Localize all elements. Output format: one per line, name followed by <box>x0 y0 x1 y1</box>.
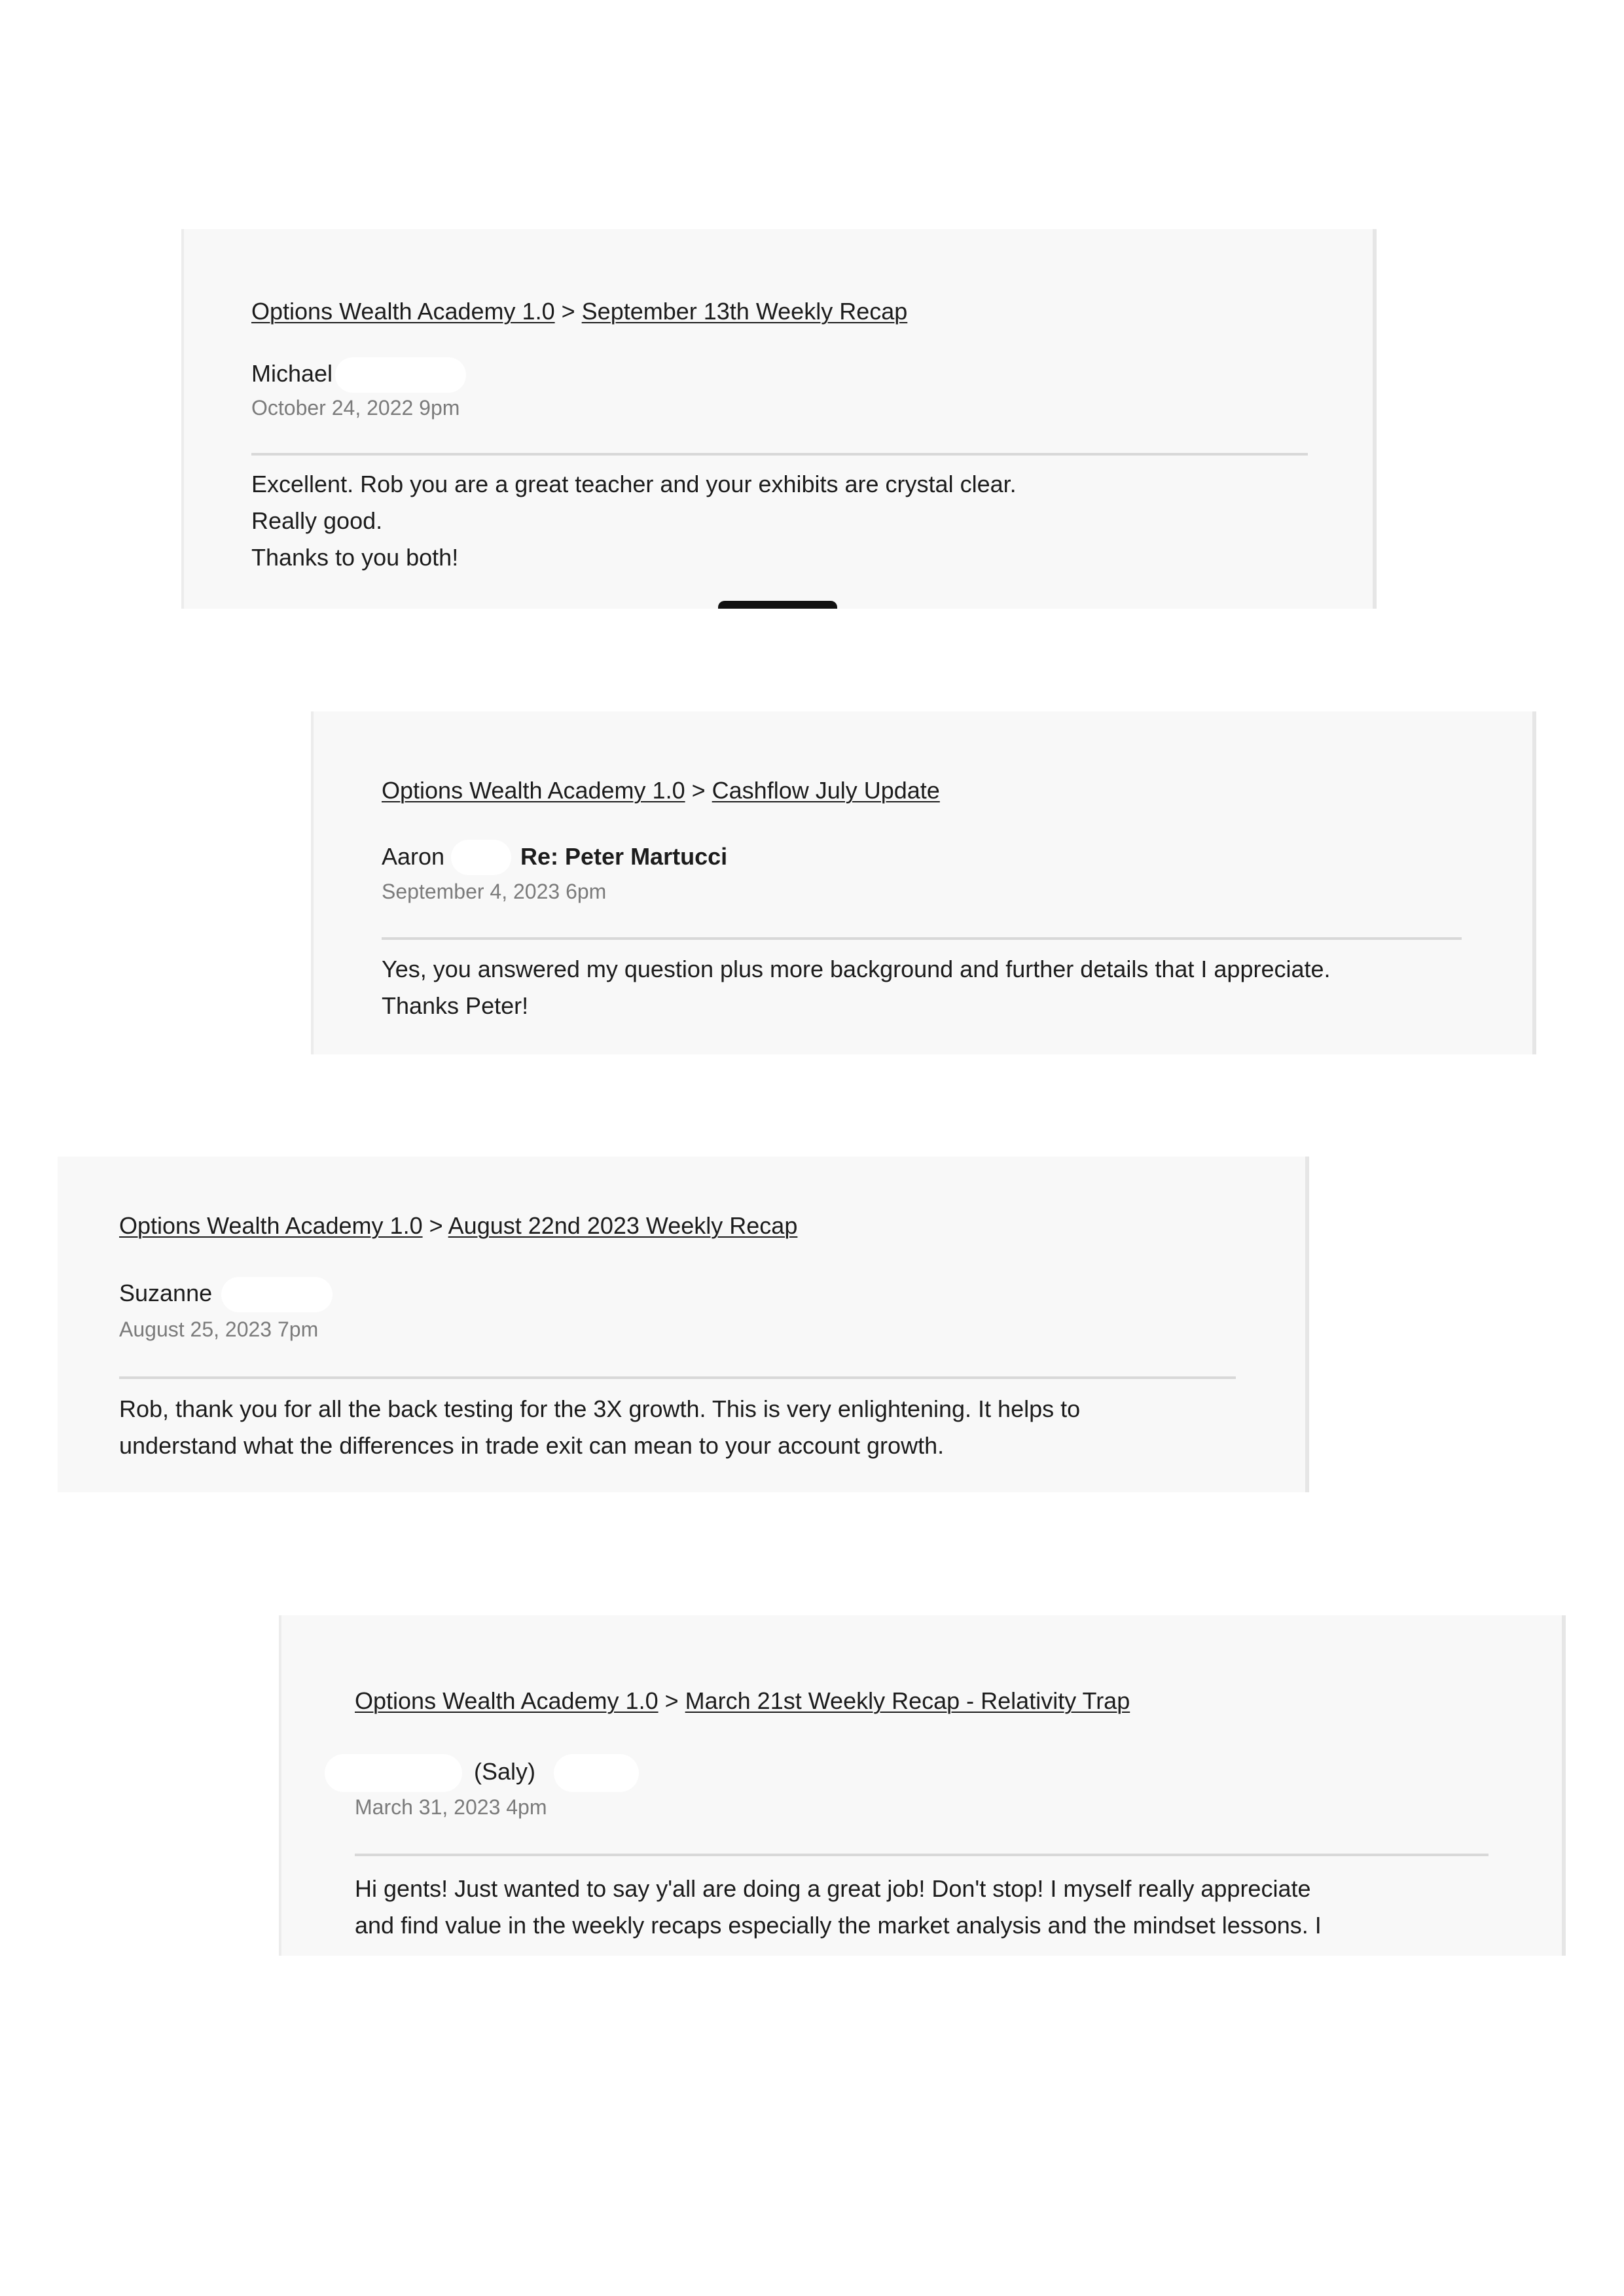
comment-body <box>119 1391 1080 1464</box>
comment-line: Thanks Peter! <box>382 992 529 1019</box>
redacted-name <box>325 1754 462 1792</box>
lesson-link[interactable]: March 21st Weekly Recap - Relativity Trap <box>685 1687 1130 1714</box>
comment-date: August 25, 2023 7pm <box>119 1318 319 1341</box>
comment-date: March 31, 2023 4pm <box>355 1795 547 1819</box>
course-link[interactable]: Options Wealth Academy 1.0 <box>251 298 555 325</box>
card-edge <box>279 1615 281 1956</box>
comment-author: Suzanne <box>119 1280 213 1306</box>
comment-line: Excellent. Rob you are a great teacher and your exhibits are crystal clear. <box>251 471 1017 497</box>
breadcrumb <box>382 777 940 804</box>
comment-author: (Saly) <box>474 1758 536 1785</box>
lesson-link[interactable]: August 22nd 2023 Weekly Recap <box>448 1212 798 1239</box>
divider <box>355 1854 1489 1856</box>
breadcrumb <box>119 1212 797 1240</box>
card-edge <box>1562 1615 1566 1956</box>
breadcrumb-separator: > <box>561 298 575 325</box>
comment-line: Thanks to you both! <box>251 544 459 571</box>
course-link[interactable]: Options Wealth Academy 1.0 <box>355 1687 659 1714</box>
comment-line: Yes, you answered my question plus more background and further details that I appreciate. <box>382 956 1331 982</box>
redacted-name <box>335 357 466 393</box>
breadcrumb-separator: > <box>664 1687 679 1714</box>
course-link[interactable]: Options Wealth Academy 1.0 <box>119 1212 423 1239</box>
course-link[interactable]: Options Wealth Academy 1.0 <box>382 777 685 804</box>
comment-body <box>355 1871 1322 1944</box>
breadcrumb-separator: > <box>429 1212 443 1239</box>
redacted-name <box>451 840 511 875</box>
card-edge <box>1532 711 1536 1054</box>
breadcrumb-separator: > <box>691 777 706 804</box>
comment-author: Michael <box>251 360 333 387</box>
card-edge <box>1373 229 1377 609</box>
comment-author: Aaron <box>382 843 445 870</box>
divider <box>251 453 1308 456</box>
divider <box>119 1376 1236 1379</box>
comment-line: Rob, thank you for all the back testing for the 3X growth. This is very enlightening. It helps to <box>119 1395 1081 1422</box>
redacted-name <box>554 1754 639 1792</box>
lesson-link[interactable]: Cashflow July Update <box>712 777 940 804</box>
card-edge <box>181 229 184 609</box>
comment-line: and find value in the weekly recaps especially the market analysis and the mindset lessons. I <box>355 1912 1322 1939</box>
comment-card <box>181 229 1377 609</box>
comment-date: October 24, 2022 9pm <box>251 396 460 420</box>
card-edge <box>311 711 314 1054</box>
redacted-name <box>221 1277 333 1312</box>
breadcrumb <box>251 298 907 325</box>
comment-line: Really good. <box>251 507 383 534</box>
comment-body <box>382 951 1331 1024</box>
comment-card <box>58 1157 1309 1492</box>
scroll-indicator[interactable] <box>718 601 837 609</box>
reply-to: Re: Peter Martucci <box>520 843 728 870</box>
divider <box>382 937 1462 940</box>
comment-date: September 4, 2023 6pm <box>382 880 607 903</box>
comment-body <box>251 466 1017 576</box>
card-edge <box>1305 1157 1309 1492</box>
lesson-link[interactable]: September 13th Weekly Recap <box>581 298 908 325</box>
comment-line: Hi gents! Just wanted to say y'all are doing a great job! Don't stop! I myself really appreciate <box>355 1875 1311 1902</box>
breadcrumb <box>355 1687 1130 1715</box>
comment-card <box>311 711 1536 1054</box>
comment-line: understand what the differences in trade exit can mean to your account growth. <box>119 1432 945 1459</box>
comment-card <box>279 1615 1566 1956</box>
